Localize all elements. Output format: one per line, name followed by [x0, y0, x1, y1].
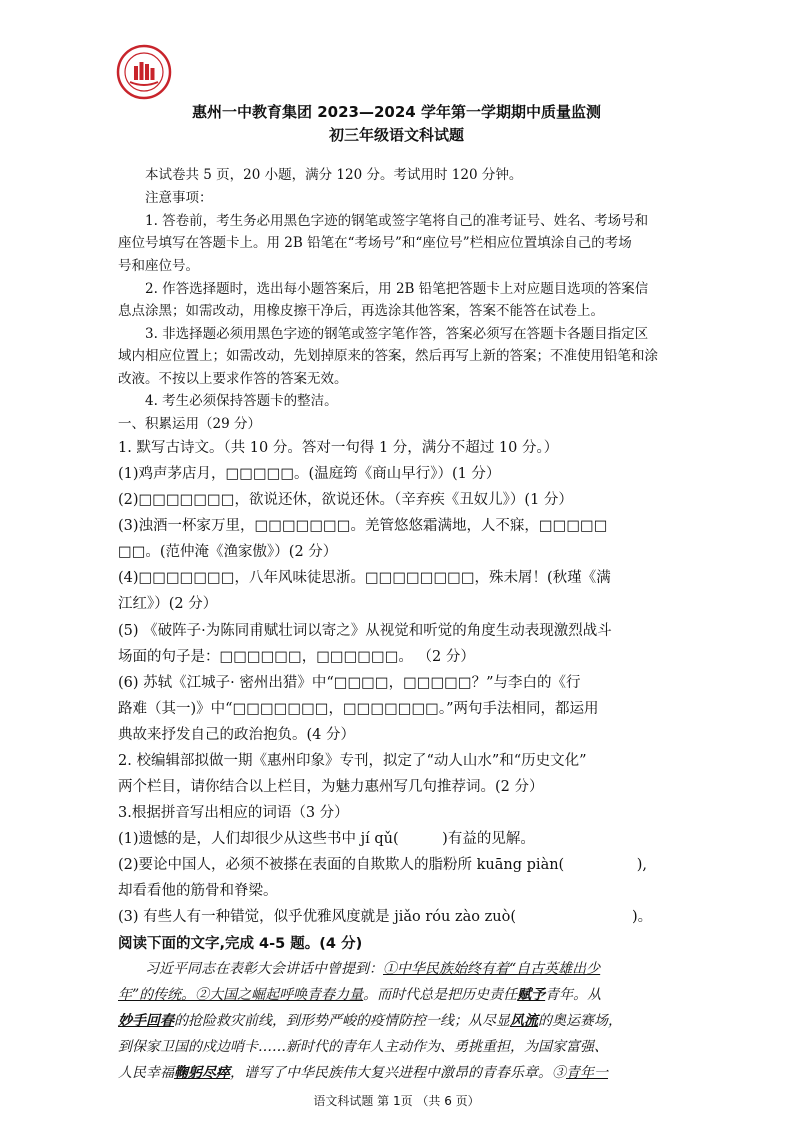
- passage-text: 到保家卫国的戍边哨卡……新时代的青年人主动作为、勇挑重担，为国家富强、: [118, 1039, 608, 1055]
- question-2: 2. 校编辑部拟做一期《惠州印象》专刊，拟定了“动人山水”和“历史文化”: [118, 753, 587, 769]
- notice-item: 2. 作答选择题时，选出每小题答案后，用 2B 铅笔把答题卡上对应题目选项的答案信: [145, 281, 649, 297]
- passage-line: [145, 958, 600, 978]
- question-1-4: (4)□□□□□□□，八年风味徒思浙。□□□□□□□□，殊未屑！(秋瑾《满: [118, 570, 611, 586]
- notice-item: 域内相应位置上；如需改动，先划掉原来的答案，然后再写上新的答案；不准使用铅笔和涂: [118, 348, 658, 364]
- notice-heading: 注意事项：: [145, 190, 213, 206]
- exam-subtitle: 初三年级语文科试题: [328, 126, 464, 144]
- question-1-6-cont: 路难（其一)》中“□□□□□□□，□□□□□□□。”两句手法相同，都运用: [118, 701, 599, 717]
- question-1-5-cont: 场面的句子是：□□□□□□，□□□□□□。 （2 分）: [118, 649, 475, 665]
- notice-item: 3. 非选择题必须用黑色字迹的钢笔或签字笔作答，答案必须写在答题卡各题目指定区: [145, 326, 649, 342]
- notice-item: 座位号填写在答题卡上。用 2B 铅笔在“考场号”和“座位号”栏相应位置填涂自己的考场: [118, 235, 632, 251]
- question-3-1: (1)遗憾的是，人们却很少从这些书中 jí qǔ( )有益的见解。: [118, 831, 535, 847]
- question-1-6: (6) 苏轼《江城子· 密州出猎》中“□□□□，□□□□□？”与李白的《行: [118, 675, 581, 691]
- exam-title: 惠州一中教育集团 2023—2024 学年第一学期期中质量监测: [192, 103, 601, 121]
- passage-keyword: 赋予: [517, 987, 546, 1003]
- page-footer: 语文科试题 第 1页 （共 6 页）: [313, 1094, 480, 1108]
- question-1-1: (1)鸡声茅店月，□□□□□。(温庭筠《商山早行》）(1 分）: [118, 466, 501, 482]
- passage-keyword: 鞠躬尽瘁: [174, 1065, 230, 1081]
- passage-line: [118, 984, 601, 1004]
- question-1-4-cont: 江红》）(2 分）: [118, 596, 218, 612]
- question-3-2: (2)要论中国人，必须不被搽在表面的自欺欺人的脂粉所 kuāng piàn( ),: [118, 857, 647, 873]
- question-2-cont: 两个栏目，请你结合以上栏目，为魅力惠州写几句推荐词。(2 分）: [118, 779, 544, 795]
- passage-text: 人民幸福: [118, 1065, 174, 1081]
- passage-underline: ①中华民族始终有着“自古英雄出少: [383, 961, 601, 977]
- passage-line: [118, 1036, 608, 1056]
- passage-line: [118, 1062, 608, 1082]
- passage-keyword: 风流: [510, 1013, 538, 1029]
- notice-item: 4. 考生必须保持答题卡的整洁。: [145, 393, 338, 409]
- question-1-3-cont: □□。(范仲淹《渔家傲》）(2 分）: [118, 544, 338, 560]
- section-heading: 一、积累运用（29 分）: [118, 416, 261, 432]
- school-logo: [116, 44, 172, 100]
- notice-item: 改液。不按以上要求作答的答案无效。: [118, 371, 348, 387]
- passage-text: 。而时代总是把历史责任: [363, 987, 518, 1003]
- reading-heading: 阅读下面的文字,完成 4-5 题。(4 分): [118, 936, 363, 952]
- question-1-6-cont: 典故来抒发自己的政治抱负。(4 分）: [118, 727, 355, 743]
- question-3-2-cont: 却看看他的筋骨和脊梁。: [118, 883, 278, 899]
- notice-item: 息点涂黑；如需改动，用橡皮擦干净后，再选涂其他答案，答案不能答在试卷上。: [118, 303, 604, 319]
- question-3-3: (3) 有些人有一种错觉，似乎优雅风度就是 jiǎo róu zào zuò( )。: [118, 909, 653, 925]
- question-1: 1. 默写古诗文。（共 10 分。答对一句得 1 分，满分不超过 10 分。）: [118, 440, 559, 456]
- passage-text: ，谱写了中华民族伟大复兴进程中激昂的青春乐章。③: [230, 1065, 566, 1081]
- question-1-2: (2)□□□□□□□，欲说还休，欲说还休。（辛弃疾《丑奴儿》）(1 分）: [118, 492, 573, 508]
- question-1-5: (5) 《破阵子·为陈同甫赋壮词以寄之》从视觉和听觉的角度生动表现激烈战斗: [118, 623, 612, 639]
- passage-underline: 年”的传统。②大国之崛起呼唤青春力量: [118, 987, 364, 1003]
- passage-text: 习近平同志在表彰大会讲话中曾提到：: [145, 961, 383, 977]
- passage-text: 的奥运赛场，: [538, 1013, 622, 1029]
- passage-text: 青年。从: [545, 987, 602, 1003]
- notice-item: 1. 答卷前，考生务必用黑色字迹的钢笔或签字笔将自己的准考证号、姓名、考场号和: [145, 213, 649, 229]
- passage-text: 的抢险救灾前线，到形势严峻的疫情防控一线；从尽显: [174, 1013, 510, 1029]
- passage-keyword: 青年一: [566, 1065, 608, 1081]
- question-3: 3.根据拼音写出相应的词语（3 分）: [118, 805, 349, 821]
- intro-line: 本试卷共 5 页，20 小题，满分 120 分。考试用时 120 分钟。: [145, 167, 523, 183]
- notice-item: 号和座位号。: [118, 258, 199, 274]
- passage-keyword: 妙手回春: [118, 1013, 174, 1029]
- question-1-3: (3)浊酒一杯家万里，□□□□□□□。羌管悠悠霜满地，人不寐，□□□□□: [118, 518, 608, 534]
- passage-line: [118, 1010, 622, 1030]
